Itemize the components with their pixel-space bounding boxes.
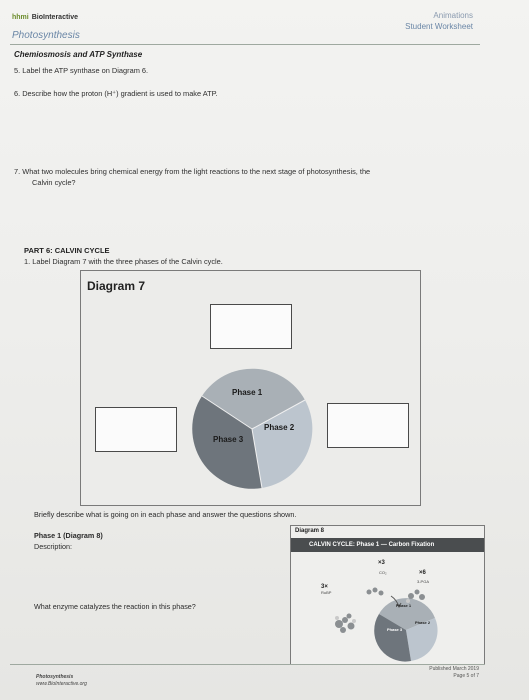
hhmi-logo: hhmi [12,14,29,21]
footer-website[interactable]: www.BioInteractive.org [36,681,87,687]
mini-pie-phase-2: Phase 2 [415,620,431,625]
footer-divider [10,664,485,665]
mini-pie-phase-1: Phase 1 [396,603,412,608]
header-doc-type: Student Worksheet [405,22,473,31]
section-title: Chemiosmosis and ATP Synthase [14,50,143,59]
question-7-continued: Calvin cycle? [32,178,76,187]
diagram-7-title: Diagram 7 [87,279,146,293]
pie-label-phase-3: Phase 3 [213,435,244,444]
header-divider [10,44,480,45]
co2-multiplier: ×3 [378,560,385,566]
part-6-question-1: 1. Label Diagram 7 with the three phases of the Calvin cycle. [24,257,223,266]
biointeractive-logo: BioInteractive [31,14,79,21]
enzyme-question: What enzyme catalyzes the reaction in this phase? [34,602,196,611]
label-box-left[interactable] [95,407,177,452]
question-5: 5. Label the ATP synthase on Diagram 6. [14,66,149,75]
label-box-top[interactable] [210,304,292,349]
brand-logo [12,14,78,21]
pga-multiplier: ×6 [419,570,426,576]
phase-1-heading: Phase 1 (Diagram 8) [34,531,103,540]
footer-published-date: Published March 2019 [429,666,479,672]
rubp-label: RuBP [321,590,332,595]
diagram-7 [80,270,421,506]
mini-pie-phase-3: Phase 3 [387,627,403,632]
diagram-8-title: Diagram 8 [295,528,325,534]
footer-page-number: Page 5 of 7 [453,673,479,679]
label-box-right[interactable] [327,403,409,448]
instructions-text: Briefly describe what is going on in each phase and answer the questions shown. [34,510,297,519]
diagram-8 [290,525,485,665]
pie-label-phase-1: Phase 1 [232,388,263,397]
question-6: 6. Describe how the proton (H⁺) gradient is used to make ATP. [14,89,218,98]
question-7: 7. What two molecules bring chemical energy from the light reactions to the next stage of photosynthesis, the [14,167,371,176]
header-category: Animations [433,11,473,20]
diagram-8-banner: CALVIN CYCLE: Phase 1 — Carbon Fixation [291,538,484,552]
carbon-fixation-illustration [291,552,484,664]
part-6-title: PART 6: CALVIN CYCLE [24,246,110,255]
co2-label: CO₂ [379,570,387,575]
footer-doc-title: Photosynthesis [36,674,74,680]
pga-label: 3-PGA [417,579,430,584]
document-title: Photosynthesis [12,30,80,41]
rubp-multiplier: 3× [321,584,328,590]
description-label: Description: [34,542,72,551]
pie-label-phase-2: Phase 2 [264,423,295,432]
calvin-cycle-pie [184,367,320,491]
